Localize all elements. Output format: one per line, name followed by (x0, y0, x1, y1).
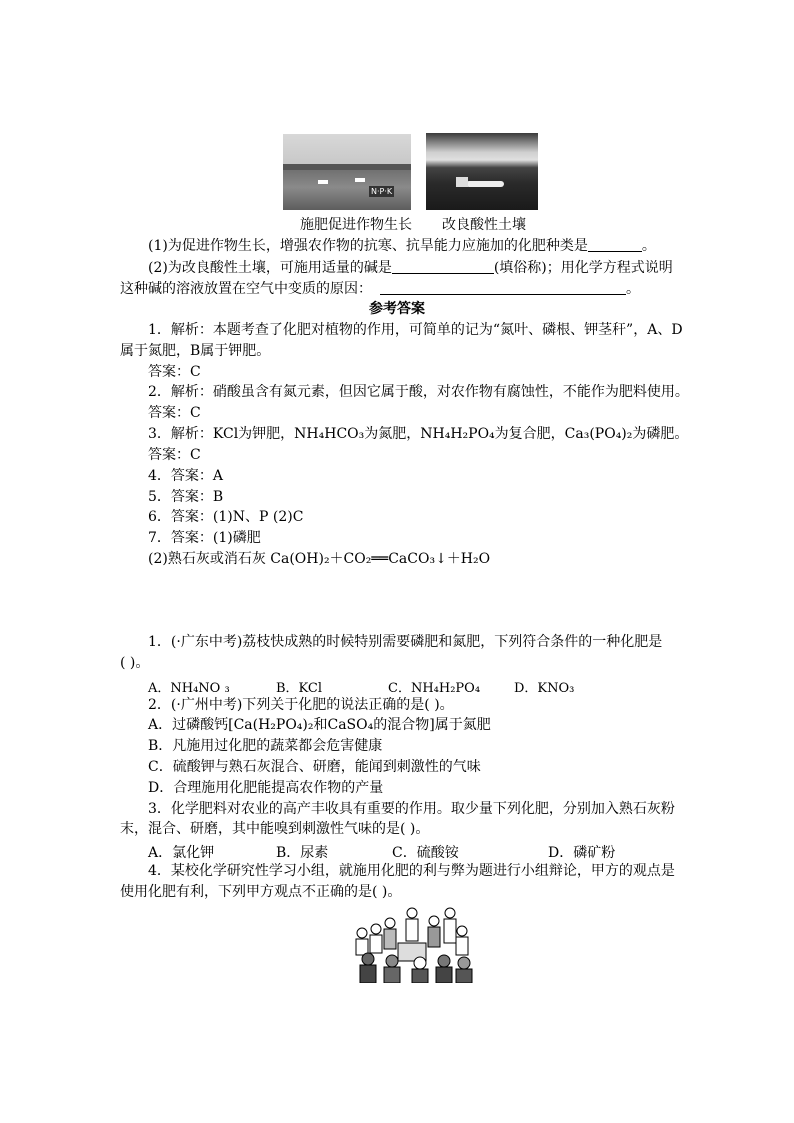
top-q1: (1)为促进作物生长，增强农作物的抗寒、抗旱能力应施加的化肥种类是 。 (148, 238, 656, 254)
debate-illustration (350, 903, 474, 983)
answer-2-result: 答案：C (148, 405, 201, 421)
quiz-q2-option-b: B．凡施用过化肥的蔬菜都会危害健康 (148, 738, 383, 754)
answer-blank (392, 259, 494, 274)
right-photo-caption: 改良酸性土壤 (442, 217, 526, 233)
answer-3: 3．解析：KCl为钾肥，NH₄HCO₃为氮肥，NH₄H₂PO₄为复合肥，Ca₃(PO₄)₂为磷肥。 (148, 426, 689, 442)
top-q2: (2)为改良酸性土壤，可施用适量的碱是 (填俗称)；用化学方程式说明 (148, 260, 673, 276)
answers-title: 参考答案 (369, 301, 425, 317)
quiz-q2-option-d: D．合理施用化肥能提高农作物的产量 (148, 780, 384, 796)
npk-tag: N·P·K (371, 187, 393, 196)
quiz-q2: 2．(·广州中考)下列关于化肥的说法正确的是( )。 (148, 697, 454, 713)
quiz-q3-option-a: A．氯化钾 (148, 845, 215, 861)
quiz-q3-option-d: D．磷矿粉 (548, 845, 616, 861)
answer-blank (380, 280, 626, 295)
answer-1: 1．解析：本题考查了化肥对植物的作用，可简单的记为“氮叶、磷根、钾茎秆”，A、D (148, 322, 683, 338)
quiz-q3-option-c: C．硫酸铵 (392, 845, 459, 861)
answer-7-cont: (2)熟石灰或消石灰 Ca(OH)₂＋CO₂══CaCO₃↓＋H₂O (148, 551, 491, 567)
answer-3-result: 答案：C (148, 447, 201, 463)
answer-2: 2．解析：硝酸虽含有氮元素，但因它属于酸，对农作物有腐蚀性，不能作为肥料使用。 (148, 384, 689, 400)
quiz-q3-option-b: B．尿素 (276, 845, 329, 861)
quiz-q2-option-a: A．过磷酸钙[Ca(H₂PO₄)₂和CaSO₄的混合物]属于氮肥 (148, 717, 491, 733)
answer-1-cont: 属于氮肥，B属于钾肥。 (120, 343, 271, 359)
quiz-q4: 4．某校化学研究性学习小组，就施用化肥的利与弊为题进行小组辩论，甲方的观点是 (148, 863, 675, 879)
quiz-q1-option-d: D．KNO₃ (514, 681, 575, 696)
quiz-q3-cont: 末，混合、研磨，其中能嗅到刺激性气味的是( )。 (120, 821, 430, 837)
quiz-q1-option-a: A．NH₄NO ₃ (148, 681, 230, 696)
answer-6: 6．答案：(1)N、P (2)C (148, 509, 304, 525)
quiz-q1: 1．(·广东中考)荔枝快成熟的时候特别需要磷肥和氮肥，下列符合条件的一种化肥是 (148, 634, 663, 650)
quiz-q1-bracket: ( )。 (120, 655, 150, 671)
quiz-q1-option-b: B．KCl (276, 681, 323, 696)
answer-7: 7．答案：(1)磷肥 (148, 530, 261, 546)
answer-5: 5．答案：B (148, 489, 224, 505)
quiz-q4-cont: 使用化肥有利，下列甲方观点不正确的是( )。 (120, 884, 402, 900)
quiz-q1-option-c: C．NH₄H₂PO₄ (388, 681, 481, 696)
answer-blank (588, 237, 642, 252)
left-photo-caption: 施肥促进作物生长 (300, 217, 412, 233)
fertilizer-field-photo (283, 134, 411, 210)
soil-improvement-photo (426, 133, 538, 210)
quiz-q3: 3．化学肥料对农业的高产丰收具有重要的作用。取少量下列化肥，分别加入熟石灰粉 (148, 801, 675, 817)
answer-4: 4．答案：A (148, 468, 224, 484)
quiz-q2-option-c: C．硫酸钾与熟石灰混合、研磨，能闻到刺激性的气味 (148, 759, 481, 775)
top-q2-cont: 这种碱的溶液放置在空气中变质的原因： 。 (120, 281, 640, 297)
answer-1-result: 答案：C (148, 364, 201, 380)
